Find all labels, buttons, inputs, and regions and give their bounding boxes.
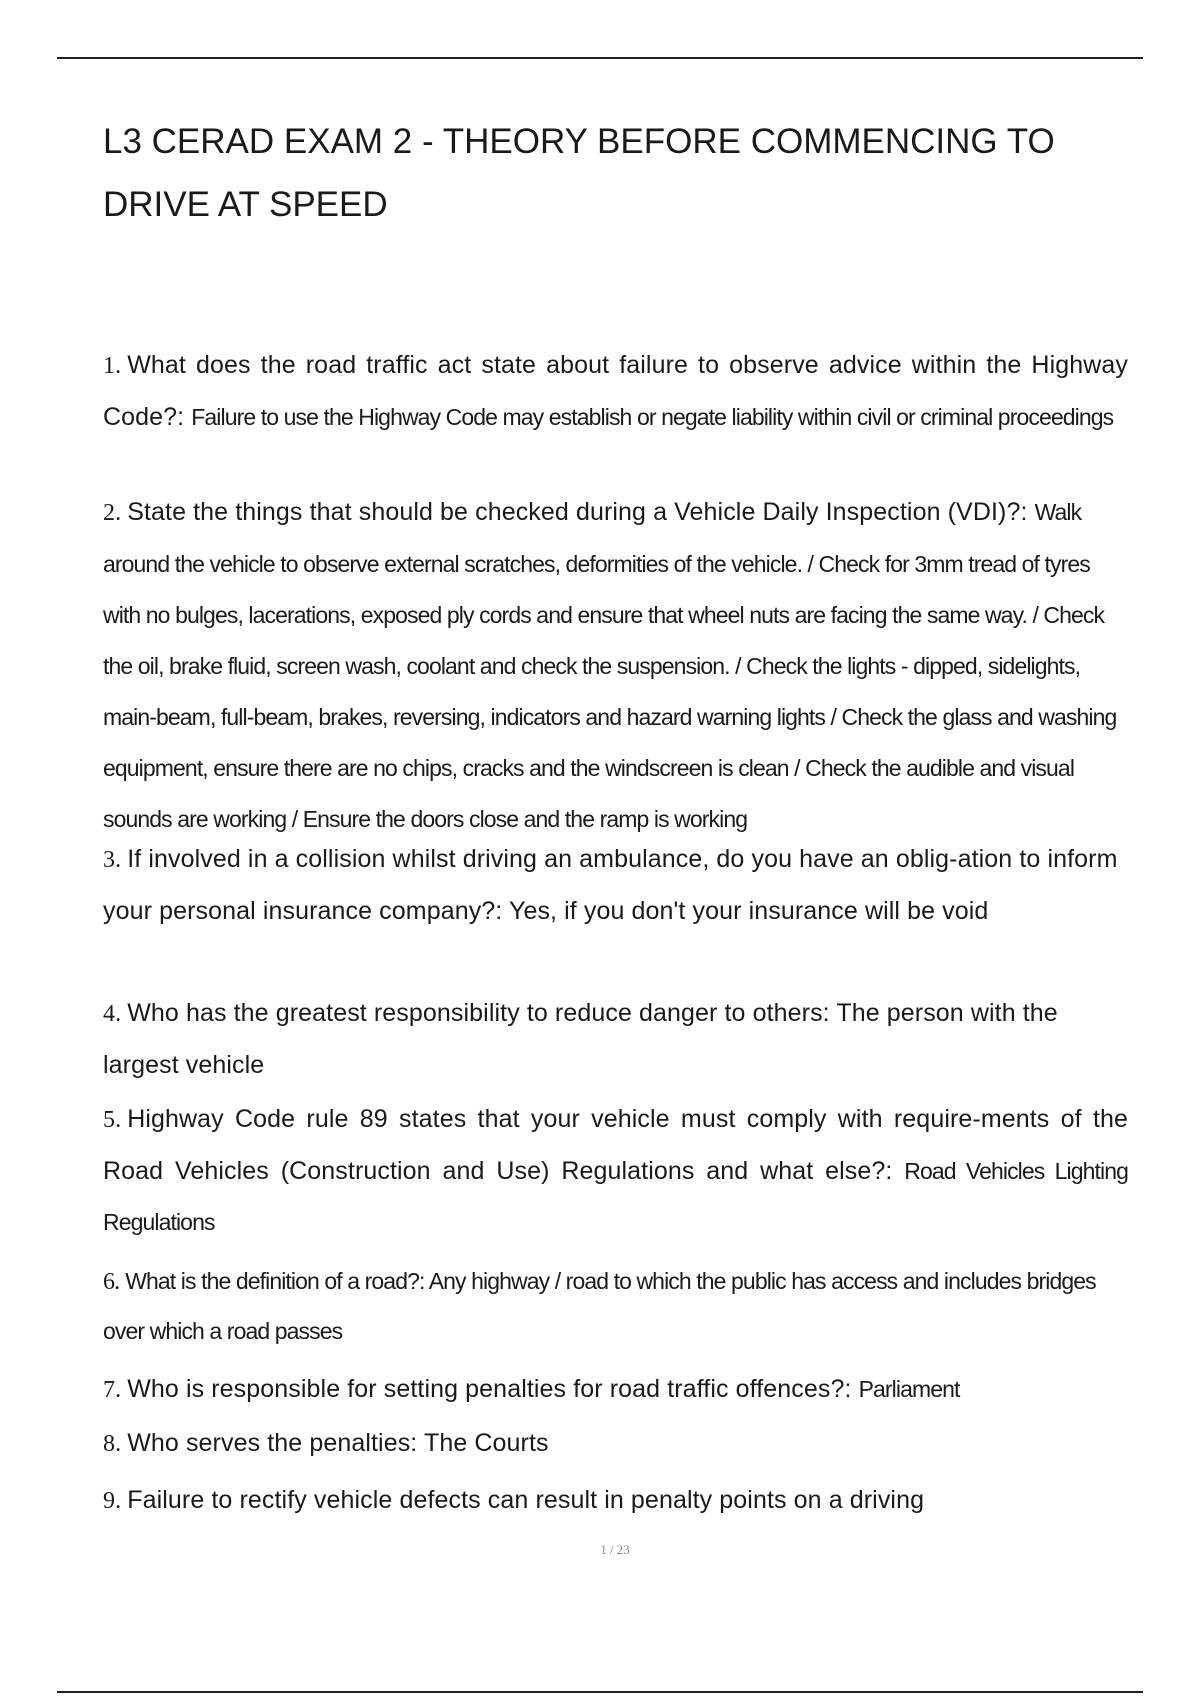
- list-item: [103, 988, 1128, 1091]
- item-answer: The Courts: [423, 1429, 549, 1457]
- item-number: 6.: [103, 1269, 120, 1295]
- item-answer: Road Vehicles Lighting Regulations: [103, 1158, 1129, 1235]
- list-item: [103, 1475, 924, 1527]
- list-item: [103, 1364, 960, 1416]
- item-question: Who is responsible for setting penalties for road traffic offences?:: [127, 1375, 852, 1403]
- item-question: What is the definition of a road?:: [125, 1268, 425, 1294]
- item-answer: Parliament: [858, 1376, 960, 1402]
- item-question: What does the road traffic act state about failure to observe advice within the Highway Code?:: [103, 351, 1128, 431]
- item-answer: The person with the largest vehicle: [103, 999, 1058, 1079]
- top-rule: [57, 57, 1143, 59]
- item-number: 8.: [103, 1431, 122, 1457]
- item-number: 3.: [103, 847, 122, 873]
- item-answer: Walk around the vehicle to observe external scratches, deformities of the vehicle. / Check for 3mm tread of tyres with no bulges, lacerations, exposed ply cords and ensure that wheel nuts are facing the same way. / Check the oil, brake fluid, screen wash, coolant and check the suspension. / Check the lights - dipped, sidelights, main-beam, full-beam, brakes, reversing, indicators and hazard warning lights / Check the glass and washing equipment, ensure there are no chips, cracks and the windscreen is clean / Check the audible and visual sounds are working / Ensure the doors close and the ramp is working: [103, 499, 1117, 832]
- bottom-rule: [57, 1691, 1143, 1693]
- item-question: If involved in a collision whilst driving an ambulance, do you have an oblig-ation to inform your personal insurance company?:: [103, 845, 1118, 925]
- item-number: 2.: [103, 500, 122, 526]
- item-question: Highway Code rule 89 states that your vehicle must comply with require-ments of the Road Vehicles (Construction and Use) Regulations and what else?:: [103, 1105, 1128, 1185]
- item-answer: Failure to use the Highway Code may establish or negate liability within civil or criminal proceedings: [191, 404, 1114, 430]
- item-number: 9.: [103, 1488, 122, 1514]
- item-answer: Any highway / road to which the public has access and includes bridges over which a road passes: [103, 1268, 1096, 1344]
- list-item: [103, 1257, 1128, 1356]
- list-item: [103, 487, 1128, 845]
- item-number: 1.: [103, 353, 122, 379]
- item-number: 5.: [103, 1107, 122, 1133]
- list-item: [103, 834, 1128, 937]
- item-question: Who has the greatest responsibility to reduce danger to others:: [127, 999, 830, 1027]
- item-question: Who serves the penalties:: [127, 1429, 418, 1457]
- item-number: 4.: [103, 1001, 122, 1027]
- list-item: [103, 1418, 549, 1470]
- item-question: State the things that should be checked during a Vehicle Daily Inspection (VDI)?:: [127, 498, 1028, 526]
- list-item: [103, 340, 1128, 443]
- document-title: L3 CERAD EXAM 2 - THEORY BEFORE COMMENCING TO DRIVE AT SPEED: [103, 122, 1055, 224]
- list-item: [103, 1094, 1128, 1248]
- page-number: 1 / 23: [600, 1542, 630, 1557]
- item-answer: Yes, if you don't your insurance will be void: [508, 897, 989, 925]
- item-number: 7.: [103, 1377, 122, 1403]
- item-question: Failure to rectify vehicle defects can result in penalty points on a driving: [127, 1486, 925, 1514]
